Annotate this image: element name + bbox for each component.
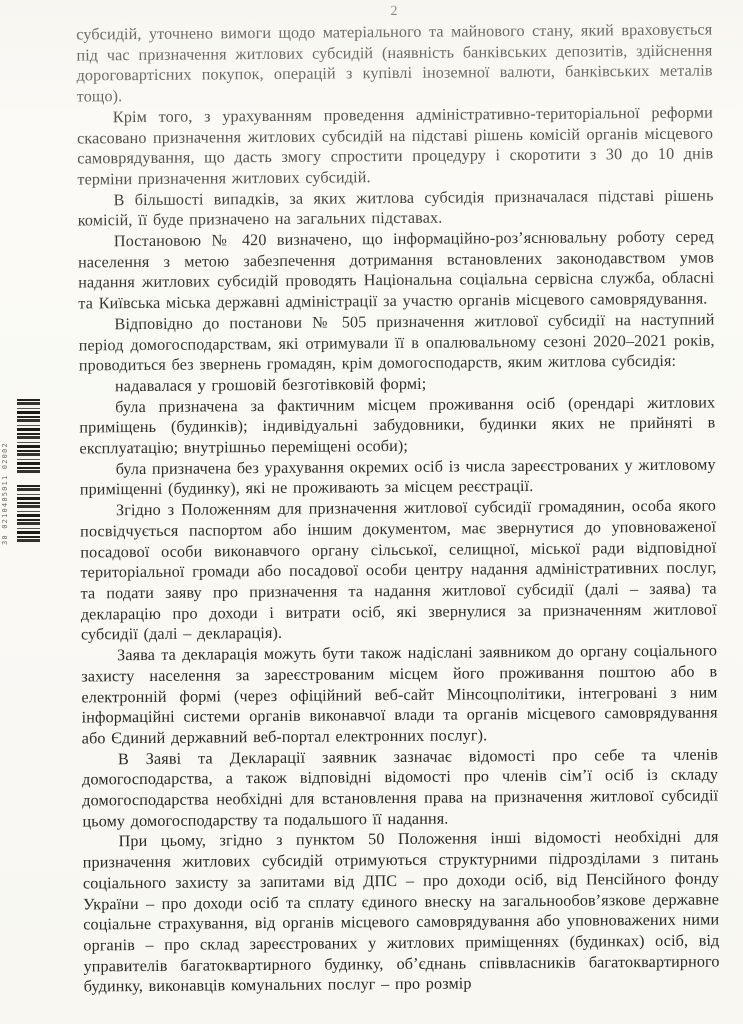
paragraph: була призначена без урахування окремих осіб із числа зареєстрованих у житловому приміщенні (будинку), які не проживають за місцем реєстрації. xyxy=(79,455,716,499)
paragraph: Заява та декларація можуть бути також надіслані заявником до органу соціального захисту населення за зареєстрованим місцем його проживання поштою або в електронній формі (через офіційний веб-сайт Мінсоцполітики, інтегровані з ним інформаційні системи органів виконавчої влади та органів місцевого самоврядування або Єдиний державний веб-портал електронних послуг). xyxy=(81,641,718,748)
paragraph: Постановою № 420 визначено, що інформаційно-роз’яснювальну роботу серед населення з метою забезпечення дотримання встановлених законодавством умов надання житлових субсидій проводять Національна соціальна сервісна служба, обласні та Київська міська державні адміністрації за участю органів місцевого самоврядування. xyxy=(77,227,715,313)
paragraph: Згідно з Положенням для призначення житлової субсидії громадянин, особа якого посвідчується паспортом або іншим документом, має звернутися до уповноваженої посадової особи виконавчого органу сільської, селищної, міської ради відповідної територіальної громади або посадової особи центру надання адміністративних послуг, та подати заяву про призначення та надання житлової субсидії (далі – заява) та декларацію про доходи і витрати осіб, які звернулися за призначенням житлової субсидії (далі – декларація). xyxy=(80,496,717,644)
paragraph-container xyxy=(76,20,720,998)
paragraph: Відповідно до постанови № 505 призначення житлової субсидії на наступний період домогосподарствам, які отримували її в опалювальному сезоні 2020–2021 років, проводиться без звернень громадян, крім домогосподарств, яким житлова субсидія: xyxy=(78,310,715,375)
paragraph: В Заяві та Декларації заявник зазначає відомості про себе та членів домогосподарства, а також відповідні відомості про членів сім’ї осіб із складу домогосподарства необхідні для встановлення права на призначення житлової субсидії цьому домогосподарству та подальшого її надання. xyxy=(82,745,719,831)
page-number: 2 xyxy=(390,3,398,20)
paragraph: була призначена за фактичним місцем проживання осіб (орендарі житлових приміщень (будинків); індивідуальні забудовники, будинки яких не прийняті в експлуатацію; внутрішньо переміщені особи); xyxy=(79,393,716,458)
barcode-icon xyxy=(17,485,40,543)
paragraph: субсидій, уточнено вимоги щодо матеріального та майнового стану, який враховується під час призначення житлових субсидій (наявність банківських депозитів, здійснення дороговартісних покупок, операцій з купівлі іноземної валюти, банківських металів тощо). xyxy=(76,20,713,106)
barcode-icon xyxy=(17,399,40,474)
barcode-sticker xyxy=(1,382,42,545)
barcode-digits: 30 0210405011 02002 xyxy=(1,442,9,545)
paragraph: В більшості випадків, за яких житлова субсидія призначалася підставі рішень комісій, її буде призначено на загальних підставах. xyxy=(77,186,714,230)
document-body xyxy=(76,1,720,998)
paragraph: надавалася у грошовій безготівковій формі; xyxy=(114,374,427,396)
paragraph: При цьому, згідно з пунктом 50 Положення інші відомості необхідні для призначення житлових субсидій отримуються структурними підрозділами з питань соціального захисту за запитами від ДПС – про доходи осіб, від Пенсійного фонду України – про доходи осіб та сплату єдиного внеску на загальнообов’язкове державне соціальне страхування, від органів місцевого самоврядування або уповноважених ними органів – про склад зареєстрованих у житлових приміщеннях (будинках) осіб, від управителів багатоквартирного будинку, об’єднань співвласників багатоквартирного будинку, виконавців комунальних послуг – про розмір xyxy=(82,827,720,996)
paragraph: Крім того, з урахуванням проведення адміністративно-територіальної реформи скасовано призначення житлових субсидій на підставі рішень комісій органів місцевого самоврядування, що дасть змогу спростити процедуру і скоротити з 30 до 10 днів терміни призначення житлових субсидій. xyxy=(76,103,714,189)
